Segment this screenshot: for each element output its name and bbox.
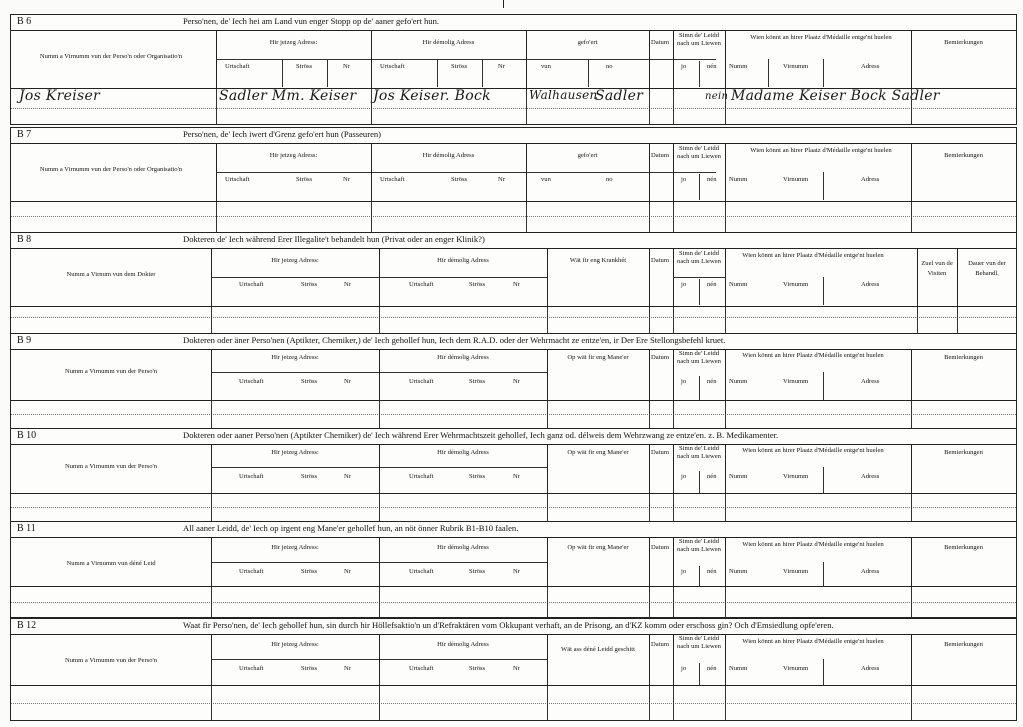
column-rule	[371, 89, 372, 124]
virnumm-label: Virnumm	[783, 281, 809, 288]
column-rule	[379, 307, 380, 333]
column-rule	[725, 587, 726, 617]
no-label: no	[606, 63, 613, 70]
remarks-label: Bemierkungen	[944, 354, 983, 361]
section-code: B 10	[17, 430, 37, 441]
column-rule	[211, 686, 212, 720]
extra-column-label: gefo'ert	[577, 39, 598, 46]
column-rule	[725, 307, 726, 333]
virnumm-label: Virnumm	[783, 176, 809, 183]
urtschaft-label: Urtschaft	[239, 568, 264, 575]
section-b6	[10, 14, 1017, 125]
column-rule	[911, 494, 912, 521]
column-rule	[911, 401, 912, 428]
numm-label: Numm	[729, 378, 748, 385]
remarks-label: Bemierkungen	[944, 39, 983, 46]
section-b7	[10, 127, 1017, 233]
virnumm-label: Virnumm	[783, 378, 809, 385]
name-column-label: Numm a Virnumm vun déné Leid	[66, 560, 156, 567]
column-rule	[216, 202, 217, 232]
name-column-label: Numm a Virnumm vun der Perso'n	[64, 657, 158, 664]
column-rule	[216, 89, 217, 124]
numm-label: Numm	[729, 176, 748, 183]
adress-label: Adress	[861, 665, 880, 672]
numm-label: Numm	[729, 568, 748, 575]
old-address-label: Hir démolig Adress	[437, 449, 489, 456]
stross-label: Ströss	[469, 378, 486, 385]
column-rule	[673, 307, 674, 333]
column-rule	[649, 307, 650, 333]
nr-label: Nr	[513, 568, 520, 575]
stross-label: Ströss	[469, 473, 486, 480]
medal-recipient-label: Wien könnt an hirer Plaatz d'Médaille entge'nt huelen	[742, 541, 884, 548]
column-rule	[673, 686, 674, 720]
section-b11	[10, 521, 1017, 618]
column-rule	[379, 587, 380, 617]
urtschaft-label: Urtschaft	[409, 665, 434, 672]
stross-label: Ströss	[301, 568, 318, 575]
section-header	[11, 349, 1016, 401]
section-b9	[10, 333, 1017, 429]
alive-question-label: Simn de' Leidd nach um Liewen	[677, 538, 721, 553]
nr-label: Nr	[513, 378, 520, 385]
column-rule	[649, 401, 650, 428]
adress-label: Adress	[861, 176, 880, 183]
extra-column-label: Op wät fir eng Mane'er	[567, 544, 629, 551]
extra-column-label: Op wät fir eng Mane'er	[567, 354, 629, 361]
name-column-label: Numm a Virnumm vun der Perso'n	[64, 368, 158, 375]
section-header	[11, 30, 1016, 89]
old-address-label: Hir démolig Adress	[437, 641, 489, 648]
column-rule	[725, 401, 726, 428]
alive-question-label: Simn de' Leidd nach um Liewen	[677, 250, 721, 265]
section-code: B 7	[17, 129, 32, 140]
urtschaft-label: Urtschaft	[225, 63, 250, 70]
column-rule	[547, 307, 548, 333]
section-title: All aaner Leidd, de' Iech op irgent eng Mane'er gehollef hun, an nöt önner Rubrik B1-B10 faalen.	[183, 523, 519, 533]
stross-label: Ströss	[296, 63, 313, 70]
numm-label: Numm	[729, 63, 748, 70]
nr-label: Nr	[343, 176, 350, 183]
nen-label: nén	[707, 473, 717, 480]
nr-label: Nr	[513, 281, 520, 288]
nen-label: nén	[707, 63, 717, 70]
vun-label: vun	[541, 63, 551, 70]
adress-label: Adress	[861, 281, 880, 288]
jo-label: jo	[681, 665, 687, 672]
datum-label: Datum	[651, 449, 669, 456]
adress-label: Adress	[861, 378, 880, 385]
jo-label: jo	[681, 378, 687, 385]
old-address-label: Hir démolig Adress	[437, 257, 489, 264]
nr-label: Nr	[344, 568, 351, 575]
section-header	[11, 444, 1016, 494]
nr-label: Nr	[498, 176, 505, 183]
section-header	[11, 634, 1016, 686]
remarks-label: Bemierkungen	[944, 641, 983, 648]
column-rule	[649, 202, 650, 232]
remarks-label: Bemierkungen	[944, 152, 983, 159]
nr-label: Nr	[344, 665, 351, 672]
stross-label: Ströss	[296, 176, 313, 183]
column-rule	[379, 494, 380, 521]
medal-recipient-label: Wien könnt an hirer Plaatz d'Médaille entge'nt huelen	[742, 638, 884, 645]
jo-label: jo	[681, 176, 687, 183]
datum-label: Datum	[651, 641, 669, 648]
column-rule	[911, 686, 912, 720]
no-label: no	[606, 176, 613, 183]
urtschaft-label: Urtschaft	[239, 378, 264, 385]
alive-question-label: Simn de' Leidd nach um Liewen	[677, 32, 721, 47]
alive-question-label: Simn de' Leidd nach um Liewen	[677, 350, 721, 365]
old-address-label: Hir démolig Adress	[437, 354, 489, 361]
column-rule	[211, 587, 212, 617]
current-address-label: Hir jetzeg Adress:	[271, 544, 319, 551]
section-b8	[10, 232, 1017, 334]
column-rule	[649, 494, 650, 521]
column-rule	[526, 89, 527, 124]
column-rule	[211, 401, 212, 428]
handwritten-nen: nein	[705, 91, 729, 102]
nr-label: Nr	[344, 378, 351, 385]
stross-label: Ströss	[301, 378, 318, 385]
urtschaft-label: Urtschaft	[239, 665, 264, 672]
column-rule	[547, 686, 548, 720]
alive-question-label: Simn de' Leidd nach um Liewen	[677, 445, 721, 460]
extra-column-label: Wät ass déné Leidd geschitt	[561, 646, 635, 653]
column-rule	[526, 202, 527, 232]
column-rule	[379, 686, 380, 720]
urtschaft-label: Urtschaft	[225, 176, 250, 183]
section-code: B 12	[17, 620, 37, 631]
urtschaft-label: Urtschaft	[380, 63, 405, 70]
nr-label: Nr	[343, 63, 350, 70]
datum-label: Datum	[651, 39, 669, 46]
virnumm-label: Virnumm	[783, 568, 809, 575]
nr-label: Nr	[513, 665, 520, 672]
stross-label: Ströss	[451, 176, 468, 183]
stross-label: Ströss	[301, 281, 318, 288]
datum-label: Datum	[651, 257, 669, 264]
current-address-label: Hir jetzeg Adress:	[271, 257, 319, 264]
urtschaft-label: Urtschaft	[239, 281, 264, 288]
datum-label: Datum	[651, 354, 669, 361]
column-rule	[673, 494, 674, 521]
medal-recipient-label: Wien könnt an hirer Plaatz d'Médaille entge'nt huelen	[742, 447, 884, 454]
column-rule	[911, 89, 912, 124]
urtschaft-label: Urtschaft	[380, 176, 405, 183]
stross-label: Ströss	[469, 568, 486, 575]
column-rule	[725, 89, 726, 124]
nen-label: nén	[707, 176, 717, 183]
medal-recipient-label: Wien könnt an hirer Plaatz d'Médaille entge'nt huelen	[742, 252, 884, 259]
section-title: Dokteren oder aaner Perso'nen (Aptikter Chemiker) de' Iech während Erer Wehrmachtszeit gehollef, Iech ganz od. délweis dem Wehrzwang ze entze'en. z. B. Medikamenter.	[183, 430, 779, 440]
column-rule	[649, 686, 650, 720]
extra-column-label: Wät fir eng Krankhét	[569, 257, 627, 264]
section-code: B 11	[17, 523, 36, 534]
current-address-label: Hir jetzeg Adress:	[271, 449, 319, 456]
extra-column-label: gefo'ert	[577, 152, 598, 159]
section-title: Dokteren oder äner Perso'nen (Aptikter, Chemiker,) de' Iech gehollef hun, Iech dem R.A.D. oder der Wehrmacht ze entze'en, ir Der Ere Stellongsbefehl kruet.	[183, 335, 726, 345]
section-title: Dokteren de' Iech während Erer Illegalite't behandelt hun (Privat oder an enger Klinik?)	[183, 234, 485, 244]
column-rule	[911, 202, 912, 232]
nen-label: nén	[707, 281, 717, 288]
section-header	[11, 537, 1016, 587]
column-rule	[725, 686, 726, 720]
section-code: B 6	[17, 16, 32, 27]
section-code: B 8	[17, 234, 32, 245]
numm-label: Numm	[729, 473, 748, 480]
virnumm-label: Virnumm	[783, 473, 809, 480]
treatment-duration-label: Dauer vun der Behandl.	[968, 260, 1006, 277]
jo-label: jo	[681, 63, 687, 70]
column-rule	[673, 587, 674, 617]
column-rule	[371, 202, 372, 232]
handwritten-recipient: Madame Keiser Bock Sadler	[731, 88, 940, 104]
name-column-label: Numm a Virnumm vun der Perso'n	[64, 463, 158, 470]
column-rule	[725, 202, 726, 232]
nen-label: nén	[707, 568, 717, 575]
current-address-label: Hir jetzeg Adress:	[271, 641, 319, 648]
virnumm-label: Virnumm	[783, 665, 809, 672]
column-rule	[673, 89, 674, 124]
section-b12	[10, 618, 1017, 721]
current-address-label: Hir jetzeg Adress:	[271, 354, 319, 361]
remarks-label: Bemierkungen	[944, 449, 983, 456]
section-title: Perso'nen, de' Iech iwert d'Grenz gefo'ert hun (Passeuren)	[183, 129, 382, 139]
remarks-label: Bemierkungen	[944, 544, 983, 551]
adress-label: Adress	[861, 473, 880, 480]
section-header	[11, 143, 1016, 202]
medal-recipient-label: Wien könnt an hirer Plaatz d'Médaille entge'nt huelen	[750, 34, 892, 41]
section-code: B 9	[17, 335, 32, 346]
column-rule	[911, 587, 912, 617]
stross-label: Ströss	[301, 665, 318, 672]
datum-label: Datum	[651, 152, 669, 159]
section-title: Perso'nen, de' Iech hei am Land vun enger Stopp op de' aaner gefo'ert hun.	[183, 16, 440, 26]
column-rule	[547, 494, 548, 521]
name-column-label: Numm a Virnumm vun der Perso'n oder Organisatio'n	[39, 166, 183, 173]
column-rule	[725, 494, 726, 521]
section-title: Waat fir Perso'nen, de' Iech gehollef hun, sin durch hir Höllefsaktio'n un d'Refraktären vom Okkupant verhaft, an de Prisong, an d'KZ komm oder erschoss gin? Och d'Emsiedlung opfe'eren.	[183, 620, 834, 630]
current-address-label: Hir jetzeg Adress:	[269, 152, 318, 159]
old-address-label: Hir démolig Adress	[422, 39, 475, 46]
stross-label: Ströss	[451, 63, 468, 70]
alive-question-label: Simn de' Leidd nach um Liewen	[677, 635, 721, 650]
handwritten-current-address: Sadler Mm. Keiser	[219, 88, 357, 104]
datum-label: Datum	[651, 544, 669, 551]
column-rule	[211, 307, 212, 333]
name-column-label: Numm a Virnum vun dem Dokter	[66, 271, 156, 278]
nr-label: Nr	[498, 63, 505, 70]
stross-label: Ströss	[301, 473, 318, 480]
jo-label: jo	[681, 281, 687, 288]
numm-label: Numm	[729, 665, 748, 672]
column-rule	[673, 401, 674, 428]
medal-recipient-label: Wien könnt an hirer Plaatz d'Médaille entge'nt huelen	[750, 147, 892, 154]
name-column-label: Numm a Virnumm vun der Perso'n oder Organisatio'n	[39, 53, 183, 60]
urtschaft-label: Urtschaft	[409, 568, 434, 575]
handwritten-name: Jos Kreiser	[19, 88, 101, 104]
handwritten-from: Walhausen	[529, 88, 598, 102]
stross-label: Ströss	[469, 281, 486, 288]
numm-label: Numm	[729, 281, 748, 288]
section-header	[11, 248, 1016, 307]
urtschaft-label: Urtschaft	[239, 473, 264, 480]
old-address-label: Hir démolig Adress	[437, 544, 489, 551]
jo-label: jo	[681, 568, 687, 575]
alive-question-label: Simn de' Leidd nach um Liewen	[677, 145, 721, 160]
nr-label: Nr	[513, 473, 520, 480]
urtschaft-label: Urtschaft	[409, 281, 434, 288]
nr-label: Nr	[344, 281, 351, 288]
medal-recipient-label: Wien könnt an hirer Plaatz d'Médaille entge'nt huelen	[742, 352, 884, 359]
column-rule	[547, 587, 548, 617]
adress-label: Adress	[861, 568, 880, 575]
column-rule	[649, 587, 650, 617]
current-address-label: Hir jetzeg Adress:	[269, 39, 318, 46]
vun-label: vun	[541, 176, 551, 183]
stross-label: Ströss	[469, 665, 486, 672]
handwritten-old-address: Jos Keiser. Bock	[373, 88, 491, 104]
handwritten-to: Sadler	[595, 88, 644, 104]
jo-label: jo	[681, 473, 687, 480]
column-rule	[649, 89, 650, 124]
old-address-label: Hir démolig Adress	[422, 152, 475, 159]
extra-column-label: Op wät fir eng Mane'er	[567, 449, 629, 456]
column-rule	[917, 307, 918, 333]
nen-label: nén	[707, 665, 717, 672]
nr-label: Nr	[344, 473, 351, 480]
nen-label: nén	[707, 378, 717, 385]
virnumm-label: Virnumm	[783, 63, 809, 70]
urtschaft-label: Urtschaft	[409, 378, 434, 385]
adress-label: Adress	[861, 63, 880, 70]
visits-count-label: Zuel vun de Visiten	[921, 260, 953, 277]
column-rule	[673, 202, 674, 232]
section-b10	[10, 428, 1017, 522]
column-rule	[547, 401, 548, 428]
column-rule	[957, 307, 958, 333]
top-center-mark	[503, 0, 504, 8]
urtschaft-label: Urtschaft	[409, 473, 434, 480]
column-rule	[379, 401, 380, 428]
column-rule	[211, 494, 212, 521]
